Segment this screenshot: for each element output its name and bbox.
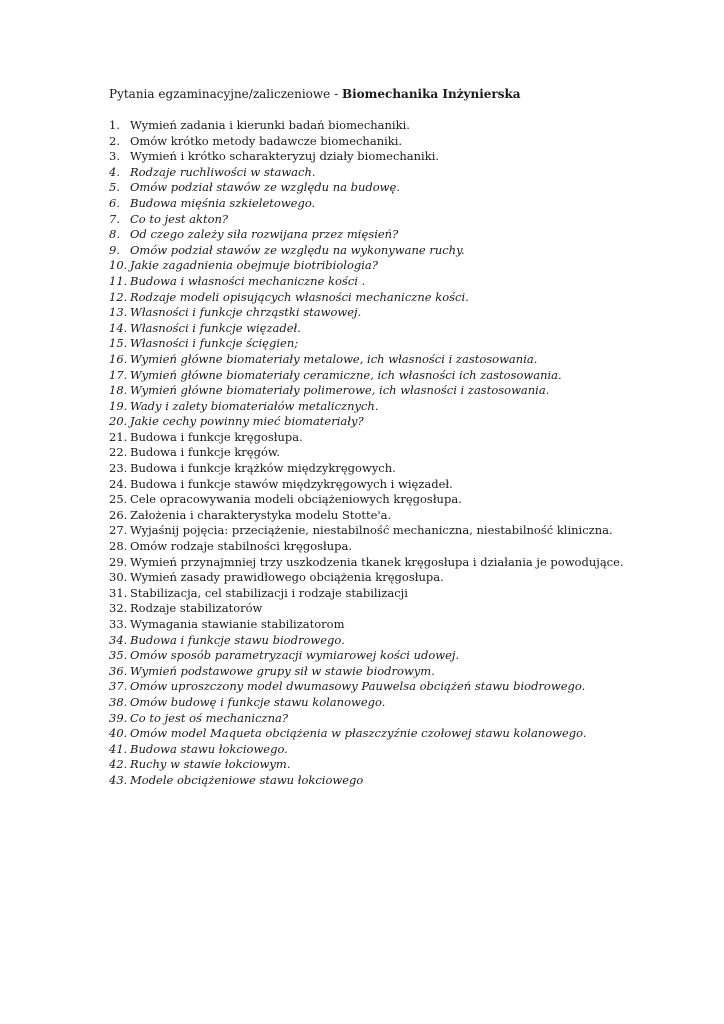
question-number: 1. <box>109 118 120 132</box>
question-number: 42. <box>109 757 128 772</box>
question-text: Omów krótko metody badawcze biomechaniki. <box>130 133 403 148</box>
question-number: 4. <box>109 164 120 179</box>
question-text: Wymień zadania i kierunki badań biomechaniki. <box>130 118 410 132</box>
question-number: 28. <box>109 539 128 554</box>
question-number: 22. <box>109 445 128 460</box>
question-item <box>109 648 624 664</box>
question-item <box>109 368 624 384</box>
question-text: Założenia i charakterystyka modelu Stotte'a. <box>130 507 392 522</box>
question-number: 33. <box>109 617 128 631</box>
question-item <box>109 336 624 352</box>
question-text: Co to jest akton? <box>130 211 229 226</box>
question-text: Wymień i krótko scharakteryzuj działy biomechaniki. <box>130 149 440 164</box>
question-item <box>109 445 624 461</box>
question-item <box>109 305 624 321</box>
question-text: Omów uproszczony model dwumasowy Pauwelsa obciążeń stawu biodrowego. <box>130 679 586 694</box>
question-text: Jakie cechy powinny mieć biomateriały? <box>130 414 364 429</box>
question-text: Od czego zależy siła rozwijana przez mięsień? <box>130 227 399 242</box>
question-text: Budowa i funkcje stawów międzykręgowych i więzadeł. <box>130 476 453 491</box>
question-number: 30. <box>109 570 128 585</box>
question-item <box>109 290 624 306</box>
question-item <box>109 477 624 493</box>
question-number: 21. <box>109 429 128 444</box>
question-item <box>109 180 624 196</box>
question-number: 12. <box>109 289 128 304</box>
question-number: 2. <box>109 133 120 148</box>
question-text: Omów model Maqueta obciążenia w płaszczyźnie czołowej stawu kolanowego. <box>130 726 587 741</box>
question-item <box>109 539 624 555</box>
question-item <box>109 461 624 477</box>
question-text: Budowa i funkcje stawu biodrowego. <box>130 632 345 647</box>
question-item <box>109 570 624 586</box>
question-number: 20. <box>109 414 128 429</box>
question-number: 32. <box>109 601 128 616</box>
question-text: Własności i funkcje więzadeł. <box>130 320 301 335</box>
question-item <box>109 601 624 617</box>
question-text: Budowa stawu łokciowego. <box>130 741 288 756</box>
question-item <box>109 399 624 415</box>
question-item <box>109 695 624 711</box>
question-item <box>109 726 624 742</box>
question-item <box>109 664 624 680</box>
question-number: 38. <box>109 694 128 709</box>
question-number: 27. <box>109 523 128 538</box>
question-number: 13. <box>109 305 128 320</box>
heading-subject: Biomechanika Inżynierska <box>341 87 521 101</box>
question-text: Budowa i własności mechaniczne kości . <box>130 273 366 288</box>
question-text: Budowa i funkcje kręgosłupa. <box>130 429 303 444</box>
question-number: 43. <box>109 772 128 787</box>
question-item <box>109 492 624 508</box>
question-number: 25. <box>109 492 128 507</box>
question-item <box>109 742 624 758</box>
question-number: 8. <box>109 227 120 242</box>
question-text: Rodzaje ruchliwości w stawach. <box>130 164 316 179</box>
question-text: Wady i zalety biomateriałów metalicznych. <box>130 398 379 413</box>
question-text: Budowa i funkcje kręgów. <box>130 445 281 460</box>
question-number: 5. <box>109 180 120 195</box>
question-item <box>109 679 624 695</box>
question-text: Budowa i funkcje krążków międzykręgowych. <box>130 461 396 476</box>
question-item <box>109 414 624 430</box>
question-text: Omów rodzaje stabilności kręgosłupa. <box>130 539 353 554</box>
heading-prefix: Pytania egzaminacyjne/zaliczeniowe - <box>109 87 342 101</box>
question-item <box>109 227 624 243</box>
question-text: Wymień podstawowe grupy sił w stawie biodrowym. <box>130 663 435 678</box>
question-number: 7. <box>109 211 120 226</box>
question-number: 41. <box>109 741 128 756</box>
question-item <box>109 523 624 539</box>
question-text: Cele opracowywania modeli obciążeniowych kręgosłupa. <box>130 492 462 507</box>
question-item <box>109 165 624 181</box>
question-text: Wymień zasady prawidłowego obciążenia kręgosłupa. <box>130 570 444 585</box>
question-item <box>109 711 624 727</box>
question-text: Omów sposób parametryzacji wymiarowej kości udowej. <box>130 648 460 663</box>
question-item <box>109 274 624 290</box>
question-number: 40. <box>109 726 128 741</box>
question-number: 23. <box>109 461 128 476</box>
question-text: Ruchy w stawie łokciowym. <box>130 757 291 772</box>
question-text: Rodzaje stabilizatorów <box>130 601 263 616</box>
question-item <box>109 258 624 274</box>
question-item <box>109 508 624 524</box>
question-text: Wymień główne biomateriały polimerowe, ich własności i zastosowania. <box>130 383 550 398</box>
question-text: Omów podział stawów ze względu na budowę. <box>130 180 400 195</box>
question-number: 6. <box>109 195 120 210</box>
question-text: Wymagania stawianie stabilizatorom <box>130 617 345 631</box>
question-number: 16. <box>109 351 128 366</box>
question-item <box>109 430 624 446</box>
document-heading <box>109 86 521 102</box>
question-number: 3. <box>109 149 120 164</box>
question-number: 15. <box>109 336 128 351</box>
question-number: 34. <box>109 632 128 647</box>
question-number: 11. <box>109 273 128 288</box>
question-item <box>109 321 624 337</box>
question-text: Omów budowę i funkcje stawu kolanowego. <box>130 694 386 709</box>
question-text: Wymień główne biomateriały metalowe, ich własności i zastosowania. <box>130 351 538 366</box>
question-item <box>109 149 624 165</box>
question-text: Wyjaśnij pojęcia: przeciążenie, niestabilność mechaniczna, niestabilność kliniczna. <box>130 523 613 538</box>
question-text: Omów podział stawów ze względu na wykonywane ruchy. <box>130 242 465 257</box>
question-number: 26. <box>109 507 128 522</box>
question-number: 19. <box>109 398 128 413</box>
question-number: 14. <box>109 320 128 335</box>
question-text: Własności i funkcje ścięgien; <box>130 336 299 351</box>
question-number: 39. <box>109 710 128 725</box>
question-item <box>109 757 624 773</box>
question-text: Co to jest oś mechaniczna? <box>130 710 289 725</box>
question-item <box>109 118 624 134</box>
question-number: 31. <box>109 585 128 600</box>
question-number: 24. <box>109 476 128 491</box>
questions-list <box>109 118 624 789</box>
question-text: Jakie zagadnienia obejmuje biotribiologia? <box>130 258 378 273</box>
question-text: Wymień główne biomateriały ceramiczne, ich własności ich zastosowania. <box>130 367 562 382</box>
question-item <box>109 617 624 633</box>
question-item <box>109 633 624 649</box>
question-item <box>109 196 624 212</box>
question-text: Wymień przynajmniej trzy uszkodzenia tkanek kręgosłupa i działania je powodujące. <box>130 554 624 569</box>
question-number: 36. <box>109 663 128 678</box>
question-item <box>109 352 624 368</box>
question-number: 10. <box>109 258 128 273</box>
question-text: Modele obciążeniowe stawu łokciowego <box>130 772 364 787</box>
question-number: 35. <box>109 648 128 663</box>
question-item <box>109 773 624 789</box>
question-item <box>109 383 624 399</box>
question-item <box>109 555 624 571</box>
question-text: Budowa mięśnia szkieletowego. <box>130 195 316 210</box>
question-text: Stabilizacja, cel stabilizacji i rodzaje stabilizacji <box>130 585 408 600</box>
question-item <box>109 212 624 228</box>
question-text: Własności i funkcje chrząstki stawowej. <box>130 305 362 320</box>
question-item <box>109 586 624 602</box>
question-number: 29. <box>109 554 128 569</box>
question-number: 18. <box>109 383 128 398</box>
question-number: 9. <box>109 242 120 257</box>
question-number: 37. <box>109 679 128 694</box>
question-number: 17. <box>109 367 128 382</box>
question-text: Rodzaje modeli opisujących własności mechaniczne kości. <box>130 289 469 304</box>
question-item <box>109 134 624 150</box>
question-item <box>109 243 624 259</box>
